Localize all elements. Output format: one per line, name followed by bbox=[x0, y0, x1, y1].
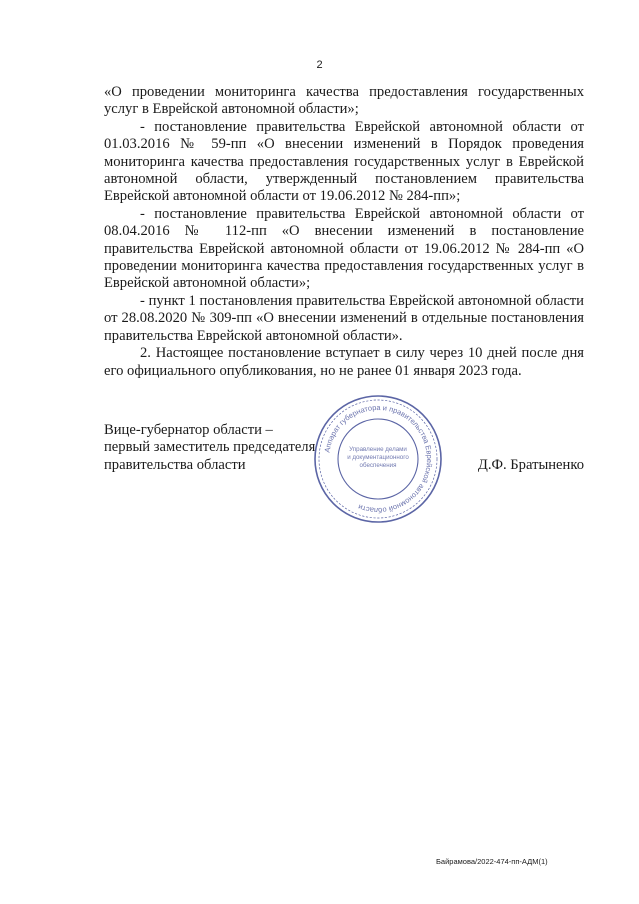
signer-title-line-1: Вице-губернатор области – bbox=[104, 422, 273, 438]
paragraph-4: - пункт 1 постановления правительства Еврейской автономной области от 28.08.2020 № 309-пп «О внесении изменений в отдельные постановления правительства Еврейской автономной области». bbox=[104, 292, 584, 344]
paragraph-3: - постановление правительства Еврейской автономной области от 08.04.2016 № 112-пп «О внесении изменений в постановление правительства Еврейской автономной области от 19.06.2012 № 284-пп «О проведении мониторинга качества предоставления государственных услуг в Еврейской автономной области»; bbox=[104, 205, 584, 292]
official-seal bbox=[312, 393, 444, 525]
document-body bbox=[104, 84, 584, 380]
signer-title-line-2: первый заместитель председателя bbox=[104, 439, 316, 456]
signer-title-line-3: правительства области bbox=[104, 456, 246, 473]
signer-title bbox=[104, 422, 315, 474]
seal-ring-text: Аппарат губернатора и правительства Еврейской автономной области bbox=[322, 402, 435, 516]
paragraph-1: «О проведении мониторинга качества предоставления государственных услуг в Еврейской автономной области»; bbox=[104, 84, 584, 118]
footer-reference: Байрамова/2022-474-пп-АДМ(1) bbox=[436, 857, 548, 866]
signer-name: Д.Ф. Братыненко bbox=[477, 456, 584, 473]
paragraph-5: 2. Настоящее постановление вступает в силу через 10 дней после дня его официального опубликования, но не ранее 01 января 2023 года. bbox=[104, 345, 584, 379]
paragraph-2: - постановление правительства Еврейской автономной области от 01.03.2016 № 59-пп «О внесении изменений в Порядок проведения мониторинга качества предоставления государственных услуг в Еврейской автономной области, утвержденный постановлением правительства Еврейской автономной области от 19.06.2012 № 284-пп»; bbox=[104, 118, 584, 205]
seal-center-text: Управление делами и документационного обеспечения bbox=[347, 446, 409, 469]
page-number: 2 bbox=[316, 59, 323, 71]
